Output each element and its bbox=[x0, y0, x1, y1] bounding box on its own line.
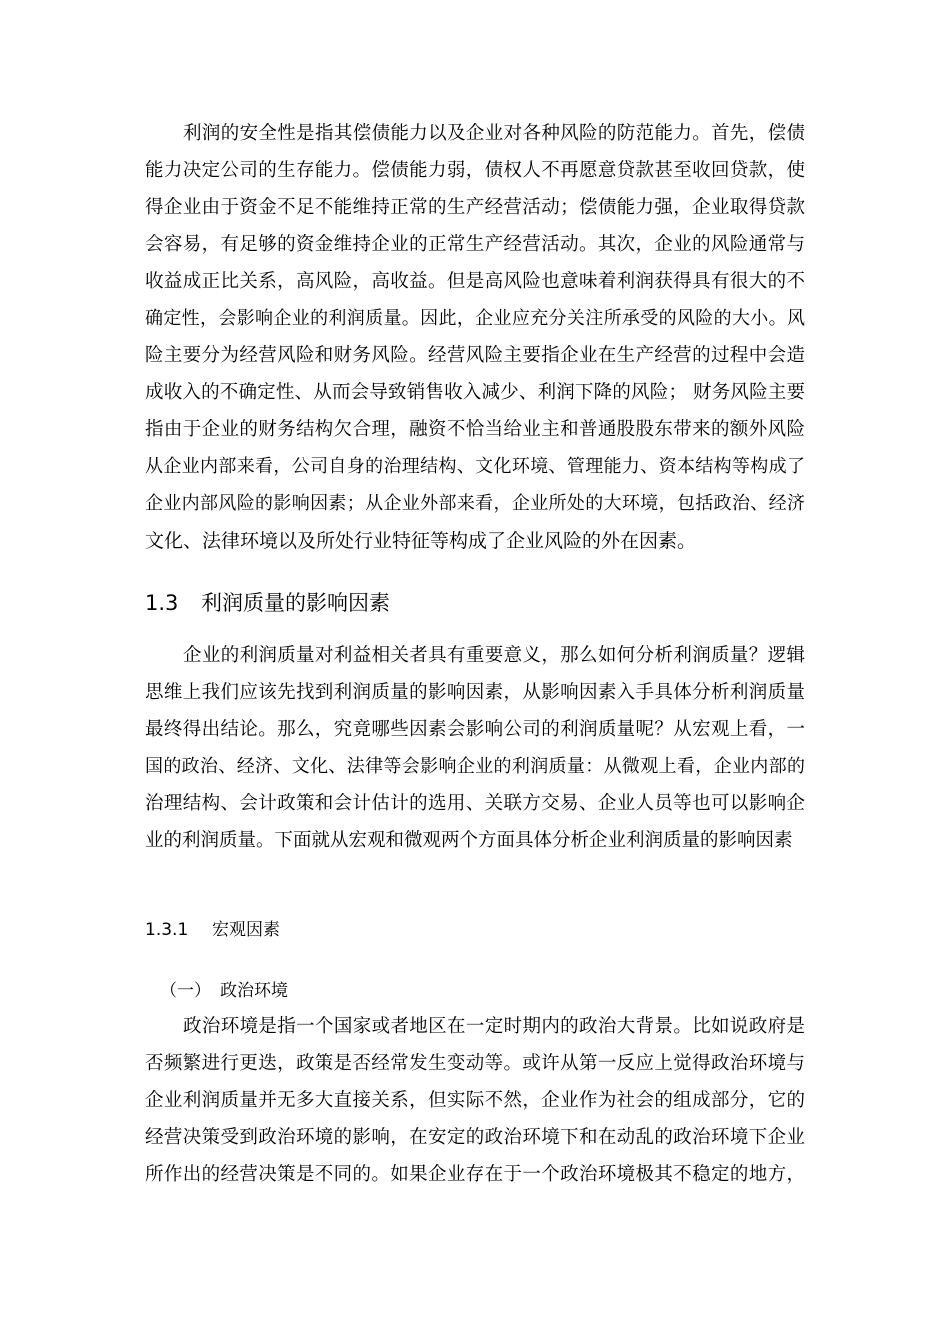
text-line: 业的利润质量。下面就从宏观和微观两个方面具体分析企业利润质量的影响因素 bbox=[145, 830, 793, 851]
section-heading-1-3-1 bbox=[145, 919, 280, 941]
text-line: 否频繁进行更迭，政策是否经常发生变动等。或许从第一反应上觉得政治环境与 bbox=[145, 1053, 805, 1074]
text-line: 企业内部风险的影响因素；从企业外部来看，企业所处的大环境，包括政治、经济 bbox=[145, 493, 805, 514]
text-line: 得企业由于资金不足不能维持正常的生产经营活动；偿债能力强，企业取得贷款 bbox=[145, 197, 805, 218]
text-line: 能力决定公司的生存能力。偿债能力弱，债权人不再愿意贷款甚至收回贷款，使 bbox=[145, 160, 805, 181]
text-line: 所作出的经营决策是不同的。如果企业存在于一个政治环境极其不稳定的地方， bbox=[145, 1164, 805, 1185]
section-title: 利润质量的影响因素 bbox=[201, 591, 390, 615]
text-line: 文化、法律环境以及所处行业特征等构成了企业风险的外在因素。 bbox=[145, 530, 697, 552]
text-line: 成收入的不确定性、从而会导致销售收入减少、利润下降的风险； 财务风险主要 bbox=[145, 382, 805, 403]
text-line: 收益成正比关系，高风险，高收益。但是高风险也意味着利润获得具有很大的不 bbox=[145, 271, 805, 292]
text-line: 国的政治、经济、文化、法律等会影响企业的利润质量：从微观上看，企业内部的 bbox=[145, 756, 805, 777]
text-line: 指由于企业的财务结构欠合理，融资不恰当给业主和普通股股东带来的额外风险 bbox=[145, 419, 805, 440]
section-heading-1-3 bbox=[145, 589, 390, 617]
section-title: 宏观因素 bbox=[212, 920, 280, 940]
text-line: 企业的利润质量对利益相关者具有重要意义，那么如何分析利润质量？逻辑 bbox=[183, 645, 805, 666]
text-line: 经营决策受到政治环境的影响，在安定的政治环境下和在动乱的政治环境下企业 bbox=[145, 1127, 805, 1148]
text-line: 最终得出结论。那么，究竟哪些因素会影响公司的利润质量呢？从宏观上看，一 bbox=[145, 719, 805, 740]
text-line: 确定性，会影响企业的利润质量。因此，企业应充分关注所承受的风险的大小。风 bbox=[145, 308, 805, 329]
section-number: 1.3 bbox=[145, 591, 179, 615]
text-line: 思维上我们应该先找到利润质量的影响因素，从影响因素入手具体分析利润质量 bbox=[145, 682, 805, 703]
subsection-heading-political bbox=[160, 980, 288, 1002]
text-line: 政治环境是指一个国家或者地区在一定时期内的政治大背景。比如说政府是 bbox=[183, 1016, 805, 1037]
section-number: 1.3.1 bbox=[145, 920, 189, 940]
subsection-title: 政治环境 bbox=[220, 981, 288, 1001]
text-line: 从企业内部来看，公司自身的治理结构、文化环境、管理能力、资本结构等构成了 bbox=[145, 456, 805, 477]
text-line: 利润的安全性是指其偿债能力以及企业对各种风险的防范能力。首先，偿债 bbox=[183, 123, 805, 144]
text-line: 险主要分为经营风险和财务风险。经营风险主要指企业在生产经营的过程中会造 bbox=[145, 345, 805, 366]
text-line: 企业利润质量并无多大直接关系，但实际不然，企业作为社会的组成部分，它的 bbox=[145, 1090, 805, 1111]
text-line: 会容易，有足够的资金维持企业的正常生产经营活动。其次，企业的风险通常与 bbox=[145, 234, 805, 255]
subsection-number: （一） bbox=[160, 981, 211, 1001]
text-line: 治理结构、会计政策和会计估计的选用、关联方交易、企业人员等也可以影响企 bbox=[145, 793, 805, 814]
